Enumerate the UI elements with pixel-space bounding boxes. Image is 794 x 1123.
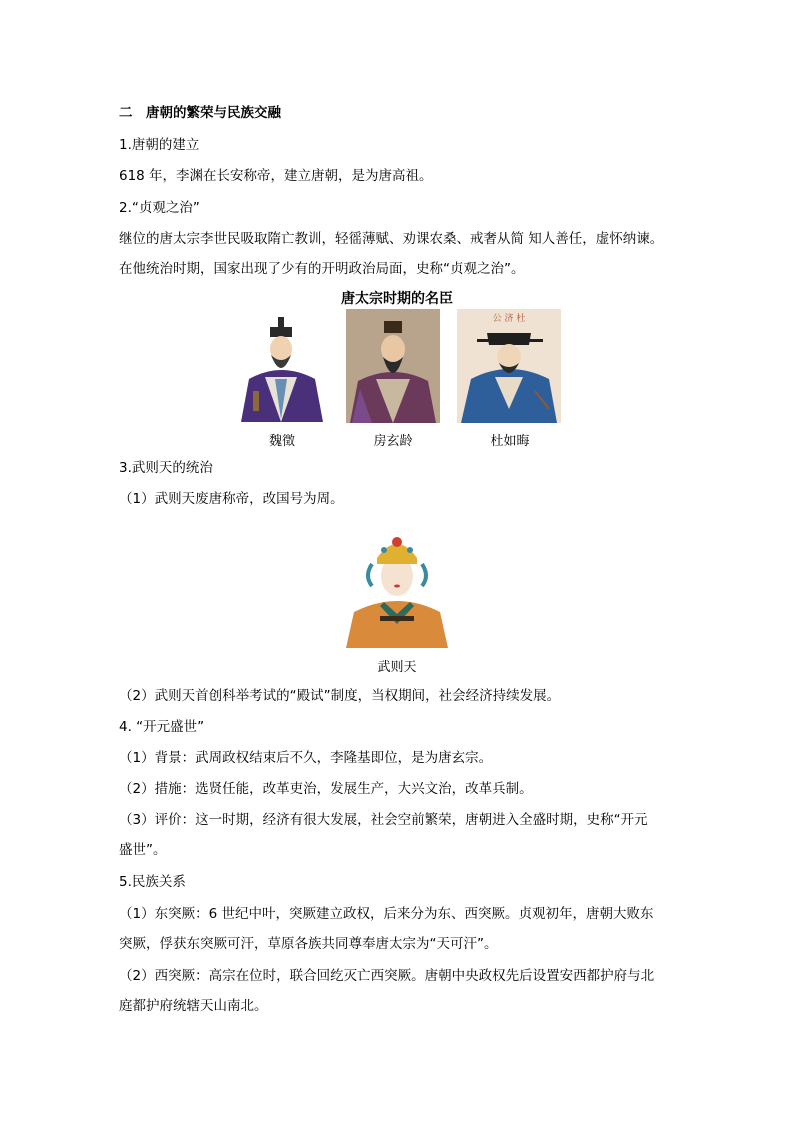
- heading-zhenguan: 2.“贞观之治”: [119, 200, 200, 216]
- paragraph-kaiyuan-evaluation-2: 盛世”。: [119, 842, 167, 858]
- caption-du-ruhui: 杜如晦: [490, 434, 530, 449]
- section-title: 二 唐朝的繁荣与民族交融: [119, 105, 281, 121]
- paragraph-zhenguan-2: 在他统治时期，国家出现了少有的开明政治局面，史称“贞观之治”。: [119, 261, 525, 277]
- caption-wei-zheng: 魏徵: [268, 434, 295, 449]
- portrait-wu-zetian-image: [344, 520, 450, 648]
- heading-tang-founding: 1.唐朝的建立: [119, 137, 200, 153]
- paragraph-western-turks-1: （2）西突厥：高宗在位时，联合回纥灭亡西突厥。唐朝中央政权先后设置安西都护府与北: [119, 968, 655, 984]
- caption-fang-xuanling: 房玄龄: [373, 434, 413, 449]
- heading-ethnic-relations: 5.民族关系: [119, 874, 186, 890]
- portrait-wei-zheng-image: [235, 309, 328, 422]
- paragraph-kaiyuan-evaluation-1: （3）评价：这一时期，经济有很大发展，社会空前繁荣，唐朝进入全盛时期，史称“开元: [119, 812, 648, 828]
- paragraph-eastern-turks-1: （1）东突厥：6 世纪中叶，突厥建立政权，后来分为东、西突厥。贞观初年，唐朝大败东: [119, 906, 654, 922]
- caption-wu-zetian: 武则天: [377, 660, 417, 675]
- paragraph-eastern-turks-2: 突厥，俘获东突厥可汗，草原各族共同尊奉唐太宗为“天可汗”。: [119, 936, 498, 952]
- paragraph-wu-zetian-1: （1）武则天废唐称帝，改国号为周。: [119, 491, 344, 507]
- portrait-plaque-text: 公 济 杜: [492, 314, 526, 324]
- portrait-du-ruhui-image: [457, 309, 561, 423]
- paragraph-kaiyuan-background: （1）背景：武周政权结束后不久，李隆基即位，是为唐玄宗。: [119, 750, 493, 766]
- paragraph-tang-founding: 618 年，李渊在长安称帝，建立唐朝，是为唐高祖。: [119, 168, 433, 184]
- paragraph-kaiyuan-measures: （2）措施：选贤任能，改革吏治，发展生产，大兴文治，改革兵制。: [119, 781, 533, 797]
- heading-wu-zetian: 3.武则天的统治: [119, 460, 213, 476]
- portrait-fang-xuanling-image: [346, 309, 440, 423]
- paragraph-wu-zetian-2: （2）武则天首创科举考试的“殿试”制度，当权期间，社会经济持续发展。: [119, 688, 561, 704]
- paragraph-zhenguan-1: 继位的唐太宗李世民吸取隋亡教训，轻徭薄赋、劝课农桑、戒奢从简 知人善任，虚怀纳谏。: [119, 231, 664, 247]
- paragraph-western-turks-2: 庭都护府统辖天山南北。: [119, 998, 268, 1014]
- figure-ministers-title: 唐太宗时期的名臣: [341, 291, 453, 307]
- heading-kaiyuan: 4. “开元盛世”: [119, 719, 205, 735]
